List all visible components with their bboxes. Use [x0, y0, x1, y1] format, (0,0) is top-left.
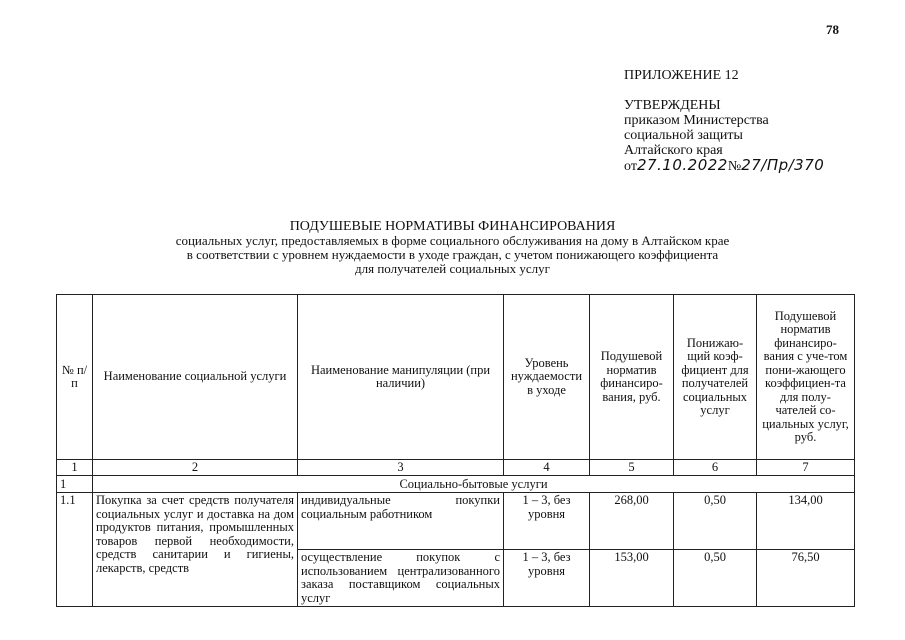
section-number: 1: [57, 476, 93, 493]
column-number: 1: [57, 460, 93, 476]
norm-cell: 153,00: [590, 550, 674, 607]
column-number-row: [57, 460, 855, 476]
norm-with-coefficient-cell: 134,00: [757, 493, 855, 550]
header-norm: Подушевой норматив финансиро-вания, руб.: [590, 295, 674, 460]
column-number: 3: [298, 460, 504, 476]
approval-line: Алтайского края: [624, 143, 723, 158]
number-label: №: [727, 159, 742, 174]
document-title: [0, 220, 905, 276]
manipulation-cell: осуществление покупок с использованием централизованного заказа поставщиком социальных услуг: [298, 550, 504, 607]
from-label: от: [624, 159, 637, 174]
appendix-label: ПРИЛОЖЕНИЕ 12: [624, 68, 739, 83]
norms-table: [56, 294, 855, 607]
approval-block: [624, 98, 824, 174]
approval-line: социальной защиты: [624, 128, 743, 143]
document-subtitle-line: в соответствии с уровнем нуждаемости в уходе граждан, с учетом понижающего коэффициента: [186, 247, 719, 262]
norm-with-coefficient-cell: 76,50: [757, 550, 855, 607]
approval-date-line: [624, 158, 824, 174]
approval-title: УТВЕРЖДЕНЫ: [624, 98, 721, 113]
coefficient-cell: 0,50: [674, 550, 757, 607]
header-coefficient: Понижаю-щий коэф-фициент для получателей социальных услуг: [674, 295, 757, 460]
document-subtitle-line: для получателей социальных услуг: [354, 261, 550, 276]
header-need-level: Уровень нуждаемости в уходе: [504, 295, 590, 460]
header-norm-with-coefficient: Подушевой норматив финансиро-вания с уче-том пони-жающего коэффициен-та для полу-чателей со-циальных услуг, руб.: [757, 295, 855, 460]
header-service-name: Наименование социальной услуги: [93, 295, 298, 460]
table-row: [57, 493, 855, 550]
column-number: 5: [590, 460, 674, 476]
column-number: 4: [504, 460, 590, 476]
handwritten-number: 27/Пр/370: [741, 156, 825, 174]
document-subtitle-line: социальных услуг, предоставляемых в форме социального обслуживания на дому в Алтайском крае: [175, 233, 730, 248]
header-manipulation: Наименование манипуляции (при наличии): [298, 295, 504, 460]
column-number: 6: [674, 460, 757, 476]
service-name: Покупка за счет средств получателя социальных услуг и доставка на дом продуктов питания, промышленных товаров первой необходимости, средств санитарии и гигиены, лекарств, средств: [93, 493, 298, 607]
approval-line: приказом Министерства: [624, 113, 769, 128]
section-row: [57, 476, 855, 493]
need-level-cell: 1 – 3, без уровня: [504, 493, 590, 550]
document-title-main: ПОДУШЕВЫЕ НОРМАТИВЫ ФИНАНСИРОВАНИЯ: [289, 219, 616, 234]
header-number: № п/п: [57, 295, 93, 460]
page-number: 78: [826, 22, 839, 37]
service-number: 1.1: [57, 493, 93, 607]
coefficient-cell: 0,50: [674, 493, 757, 550]
norm-cell: 268,00: [590, 493, 674, 550]
handwritten-date: 27.10.2022: [636, 156, 728, 174]
need-level-cell: 1 – 3, без уровня: [504, 550, 590, 607]
table-header-row: [57, 295, 855, 460]
manipulation-cell: индивидуальные покупки социальным работником: [298, 493, 504, 550]
section-title: Социально-бытовые услуги: [93, 476, 855, 493]
column-number: 7: [757, 460, 855, 476]
column-number: 2: [93, 460, 298, 476]
